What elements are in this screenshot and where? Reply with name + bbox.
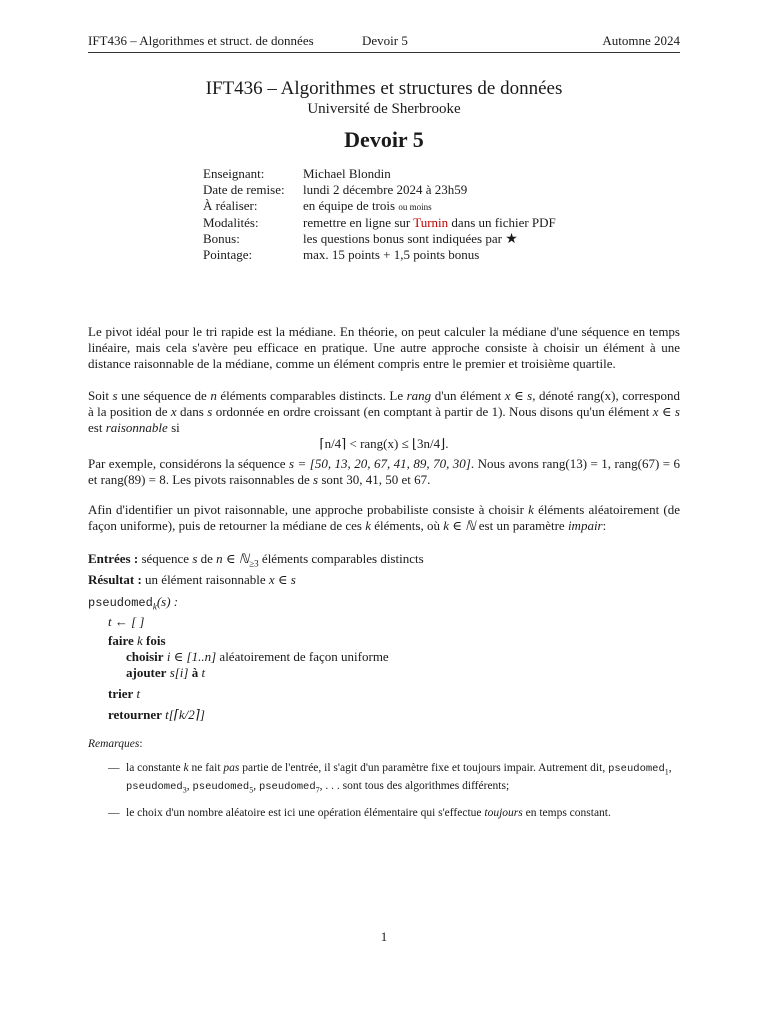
reasonable-formula: ⌈n/4⌉ < rang(x) ≤ ⌊3n/4⌋. [319, 436, 449, 451]
info-row-team [203, 198, 556, 215]
algorithm-block [88, 551, 680, 723]
info-row-due [203, 182, 556, 198]
team-small-text: ou moins [398, 202, 432, 212]
algo-input-line: Entrées : séquence s de n ∈ ℕ$_{\ge 3}$ éléments comparables distincts [88, 551, 424, 569]
algo-line-init: t ← [ ] [108, 614, 145, 630]
header-right: Automne 2024 [602, 33, 680, 48]
remarks-section [88, 737, 680, 821]
points-value: max. 15 points + 1,5 points bonus [303, 247, 480, 262]
remarks-title: Remarques: [88, 738, 143, 750]
header-rule [88, 52, 680, 53]
algo-result-line: Résultat : un élément raisonnable x ∈ s [88, 571, 296, 587]
team-label: À réaliser: [203, 198, 258, 213]
info-row-points [203, 247, 556, 263]
header-middle: Devoir 5 [362, 33, 408, 48]
intro-text: Le pivot idéal pour le tri rapide est la médiane. En théorie, on peut calculer la médiane d'une séquence en temps linéaire, mais cela s'avère peu efficace en pratique. Une autre approche consiste à choisir un élément à une distance raisonnable de la médiane, comme un élément compris entre le premier et troisième quartile. [88, 324, 680, 371]
example-text: Par exemple, considérons la séquence s = [50, 13, 20, 67, 41, 89, 70, 30]. Nous avons rang(13) = 1, rang(67) = 6 et rang(89) = 8. Les pivots raisonnables de s sont 30, 41, 50 et 67. [88, 456, 681, 487]
team-value [303, 198, 556, 215]
turnin-link[interactable]: Turnin [413, 215, 449, 230]
mode-value [303, 215, 556, 231]
due-label: Date de remise: [203, 182, 285, 197]
assignment-info-table [203, 166, 556, 263]
bonus-value [303, 231, 556, 247]
mode-label: Modalités: [203, 215, 259, 230]
algo-line-sort: trier t [108, 686, 141, 702]
course-title: IFT436 – Algorithmes et structures de données [205, 78, 563, 99]
intro-paragraph [88, 324, 680, 372]
algo-line-choose: choisir i ∈ [1..n] aléatoirement de façon uniforme [126, 649, 389, 665]
star-icon: ★ [505, 231, 518, 247]
points-label: Pointage: [203, 247, 253, 262]
algo-function-signature: pseudomed$_k$(s) : [88, 593, 179, 612]
bonus-text: les questions bonus sont indiquées par [303, 231, 502, 246]
remark-item: — la constante k ne fait pas partie de l'entrée, il s'agit d'un paramètre fixe et toujours impair. Autrement dit, pseudomed$_1$, pseudomed$_3$, pseudomed$_5$, pseudomed$_7$, . . . sont tous des algorithmes différents; [108, 762, 672, 795]
bonus-label: Bonus: [203, 231, 240, 246]
teacher-value: Michael Blondin [303, 166, 391, 181]
definition-text: Soit s une séquence de n éléments comparables distincts. Le rang d'un élément x ∈ s, dénoté rang(x), correspond à la position de x dans s ordonnée en ordre croissant (en comptant à partir de 1). Nous disons qu'un élément x ∈ s est raisonnable si [88, 388, 680, 435]
algo-line-append: ajouter s[i] à t [126, 665, 206, 681]
example-paragraph [88, 456, 680, 488]
header-left: IFT436 – Algorithmes et struct. de données [88, 33, 314, 48]
teacher-label: Enseignant: [203, 166, 265, 181]
page-number: 1 [380, 929, 388, 944]
definition-paragraph [88, 388, 680, 452]
team-text: en équipe de trois [303, 198, 396, 213]
info-row-mode [203, 215, 556, 231]
algo-line-loop: faire k fois [108, 633, 166, 649]
info-row-teacher [203, 166, 556, 182]
approach-paragraph [88, 502, 680, 534]
info-row-bonus [203, 231, 556, 247]
due-value: lundi 2 décembre 2024 à 23h59 [303, 182, 468, 197]
mode-text-before: remettre en ligne sur [303, 215, 414, 230]
remark-item: — le choix d'un nombre aléatoire est ici une opération élémentaire qui s'effectue toujours en temps constant. [108, 806, 611, 819]
algo-line-return: retourner t[⌈k/2⌉] [108, 707, 205, 723]
assignment-title: Devoir 5 [344, 127, 424, 152]
approach-text: Afin d'identifier un pivot raisonnable, une approche probabiliste consiste à choisir k éléments aléatoirement (de façon uniforme), puis de retourner la médiane de ces k éléments, où k ∈ ℕ est un paramètre impair: [88, 502, 680, 533]
university-name: Université de Sherbrooke [307, 101, 461, 117]
mode-text-after: dans un fichier PDF [448, 215, 556, 230]
